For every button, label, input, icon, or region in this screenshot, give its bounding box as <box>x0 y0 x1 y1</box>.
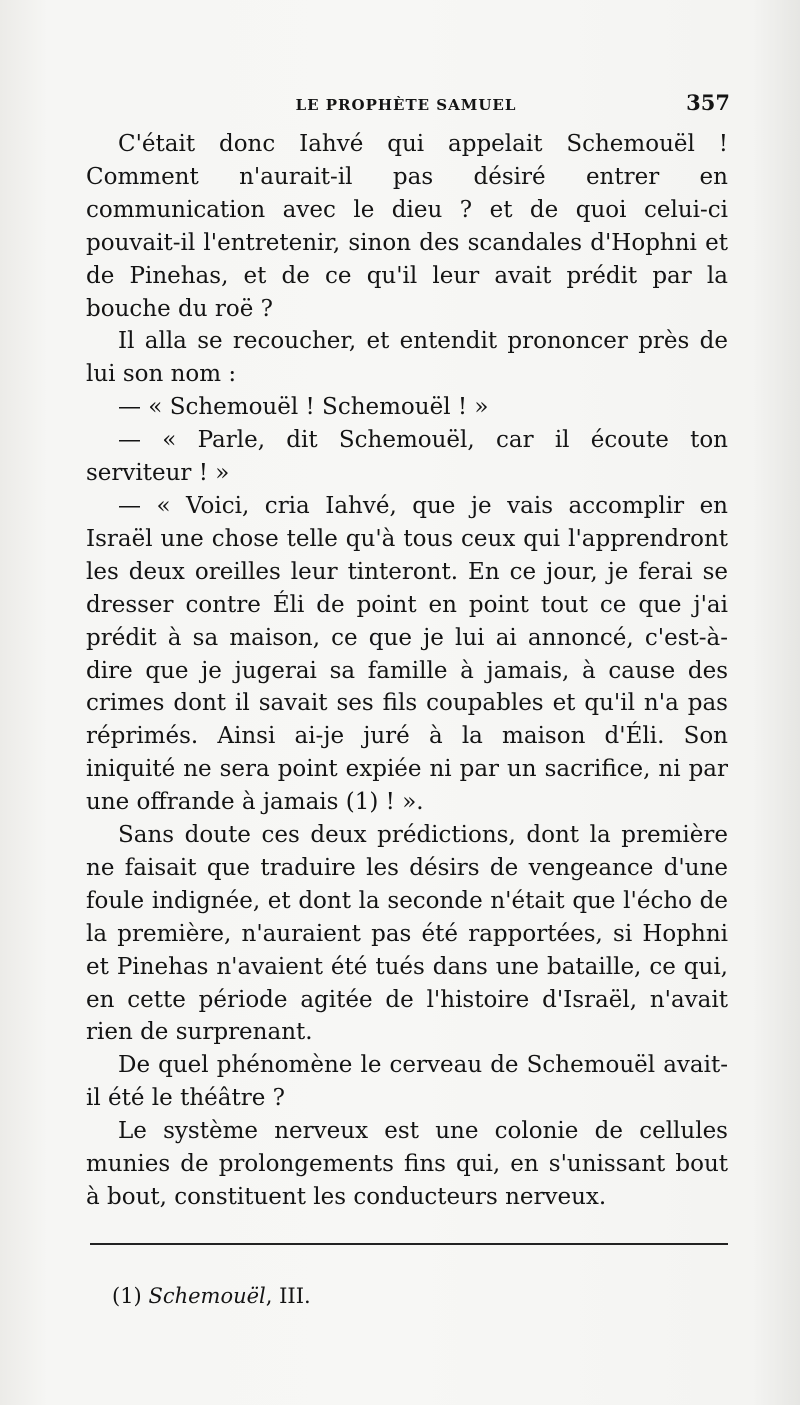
paragraph: Le système nerveux est une colonie de cellules munies de prolongements fins qui, en s'unissant bout à bout, constituent les conducteurs nerveux. <box>86 1118 728 1210</box>
body-text <box>86 128 728 1214</box>
paragraph: Il alla se recoucher, et entendit prononcer près de lui son nom : <box>86 328 728 388</box>
footnote-title: Schemouël <box>148 1284 266 1308</box>
paragraph: De quel phénomène le cerveau de Schemouël avait-il été le théâtre ? <box>86 1052 728 1112</box>
dialogue-line: — « Voici, cria Iahvé, que je vais accomplir en Israël une chose telle qu'à tous ceux qui l'apprendront les deux oreilles leur tinteront. En ce jour, je ferai se dresser contre Éli de point en point tout ce que j'ai prédit à sa maison, ce que je lui ai annoncé, c'est-à-dire que je jugerai sa famille à jamais, à cause des crimes dont il savait ses fils coupables et qu'il n'a pas réprimés. Ainsi ai-je juré à la maison d'Éli. Son iniquité ne sera point expiée ni par un sacrifice, ni par une offrande à jamais (1) ! ». <box>86 492 728 816</box>
paragraph: C'était donc Iahvé qui appelait Schemouël ! Comment n'aurait-il pas désiré entrer en communication avec le dieu ? et de quoi celui-ci pouvait-il l'entretenir, sinon des scandales d'Hophni et de Pinehas, et de ce qu'il leur avait prédit par la bouche du roë ? <box>86 131 728 322</box>
footnote-marker: (1) <box>112 1284 142 1308</box>
footnote-divider <box>90 1243 728 1245</box>
running-title: LE PROPHÈTE SAMUEL <box>295 96 517 114</box>
page-header <box>82 88 730 118</box>
footnote-reference: , III. <box>265 1284 311 1308</box>
paragraph: Sans doute ces deux prédictions, dont la première ne faisait que traduire les désirs de vengeance d'une foule indignée, et dont la seconde n'était que l'écho de la première, n'auraient pas été rapportées, si Hophni et Pinehas n'avaient été tués dans une bataille, ce qui, en cette période agitée de l'histoire d'Israël, n'avait rien de surprenant. <box>86 822 728 1046</box>
dialogue-line: — « Schemouël ! Schemouël ! » <box>118 394 489 421</box>
dialogue-line: — « Parle, dit Schemouël, car il écoute ton serviteur ! » <box>86 427 728 487</box>
footnote <box>112 1284 311 1308</box>
page-number: 357 <box>686 90 730 115</box>
